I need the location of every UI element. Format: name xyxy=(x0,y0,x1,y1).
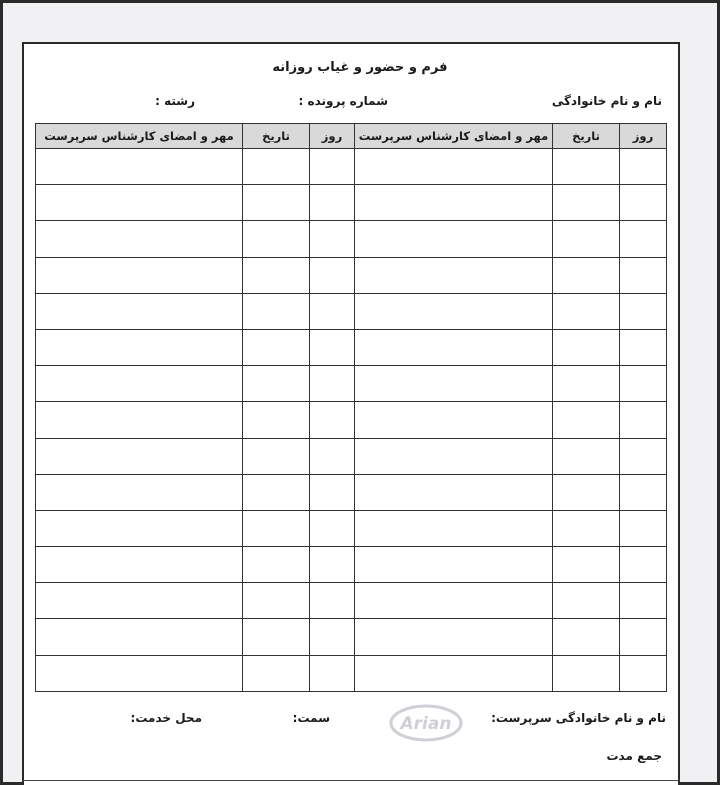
table-cell xyxy=(310,185,355,221)
table-row xyxy=(36,547,667,583)
table-cell xyxy=(36,329,243,365)
table-cell xyxy=(310,619,355,655)
table-cell xyxy=(553,293,620,329)
table-row xyxy=(36,655,667,691)
table-cell xyxy=(243,510,310,546)
table-cell xyxy=(310,402,355,438)
service-location-label: محل خدمت: xyxy=(130,711,202,725)
table-cell xyxy=(36,293,243,329)
table-body xyxy=(36,149,667,692)
table-cell xyxy=(36,583,243,619)
table-cell xyxy=(553,510,620,546)
major-label: رشته : xyxy=(155,94,195,108)
table-cell xyxy=(310,221,355,257)
table-row xyxy=(36,402,667,438)
table-cell xyxy=(355,474,553,510)
table-cell xyxy=(620,402,667,438)
table-row xyxy=(36,185,667,221)
table-cell xyxy=(36,619,243,655)
table-cell xyxy=(310,438,355,474)
table-cell xyxy=(243,257,310,293)
table-cell xyxy=(310,583,355,619)
position-label: سمت: xyxy=(292,711,330,725)
table-cell xyxy=(310,547,355,583)
table-cell xyxy=(310,257,355,293)
table-cell xyxy=(553,149,620,185)
attendance-table xyxy=(35,123,667,692)
table-cell xyxy=(553,329,620,365)
table-row xyxy=(36,583,667,619)
table-row xyxy=(36,366,667,402)
table-cell xyxy=(36,185,243,221)
table-cell xyxy=(355,257,553,293)
table-cell xyxy=(310,655,355,691)
table-cell xyxy=(553,185,620,221)
table-cell xyxy=(355,185,553,221)
table-cell xyxy=(553,583,620,619)
table-cell xyxy=(355,547,553,583)
table-row xyxy=(36,221,667,257)
table-cell xyxy=(553,619,620,655)
table-cell xyxy=(355,619,553,655)
table-row xyxy=(36,293,667,329)
table-cell xyxy=(243,547,310,583)
table-cell xyxy=(310,510,355,546)
table-cell xyxy=(553,402,620,438)
table-row xyxy=(36,619,667,655)
table-cell xyxy=(310,149,355,185)
table-cell xyxy=(36,402,243,438)
total-duration-label: جمع مدت xyxy=(606,749,662,763)
table-cell xyxy=(36,221,243,257)
table-cell xyxy=(620,149,667,185)
table-cell xyxy=(620,329,667,365)
logo-text: Arian xyxy=(400,714,452,734)
bottom-rule xyxy=(22,780,680,781)
table-cell xyxy=(620,474,667,510)
table-cell xyxy=(36,438,243,474)
table-cell xyxy=(36,366,243,402)
table-cell xyxy=(243,619,310,655)
table-cell xyxy=(243,366,310,402)
header-signature-2: مهر و امضای کارشناس سرپرست xyxy=(36,124,243,149)
table-cell xyxy=(243,221,310,257)
table-cell xyxy=(243,149,310,185)
table-row xyxy=(36,510,667,546)
table-cell xyxy=(355,583,553,619)
table-cell xyxy=(243,655,310,691)
table-cell xyxy=(355,655,553,691)
table-cell xyxy=(620,293,667,329)
header-date-2: تاریخ xyxy=(243,124,310,149)
table-cell xyxy=(620,185,667,221)
table-cell xyxy=(553,366,620,402)
name-label: نام و نام خانوادگی xyxy=(551,94,662,108)
table-cell xyxy=(243,583,310,619)
form-title: فرم و حضور و غیاب روزانه xyxy=(272,60,448,75)
table-row xyxy=(36,149,667,185)
table-cell xyxy=(243,438,310,474)
table-cell xyxy=(620,221,667,257)
table-cell xyxy=(355,221,553,257)
table-cell xyxy=(355,510,553,546)
table-cell xyxy=(553,655,620,691)
header-day-2: روز xyxy=(310,124,355,149)
table-cell xyxy=(36,655,243,691)
file-number-label: شماره پرونده : xyxy=(298,94,388,108)
table-cell xyxy=(355,402,553,438)
table-row xyxy=(36,474,667,510)
supervisor-name-label: نام و نام خانوادگی سرپرست: xyxy=(491,711,666,725)
table-cell xyxy=(355,293,553,329)
table-cell xyxy=(243,293,310,329)
table-header-row xyxy=(36,124,667,149)
table-cell xyxy=(620,257,667,293)
table-cell xyxy=(553,547,620,583)
table-cell xyxy=(36,474,243,510)
table-cell xyxy=(36,149,243,185)
table-cell xyxy=(620,655,667,691)
table-cell xyxy=(355,329,553,365)
header-day-1: روز xyxy=(620,124,667,149)
table-row xyxy=(36,438,667,474)
table-cell xyxy=(355,438,553,474)
table-cell xyxy=(355,149,553,185)
table-cell xyxy=(620,583,667,619)
table-cell xyxy=(620,547,667,583)
table-cell xyxy=(310,474,355,510)
table-cell xyxy=(553,257,620,293)
table-cell xyxy=(620,619,667,655)
table-cell xyxy=(36,510,243,546)
table-cell xyxy=(620,510,667,546)
table-cell xyxy=(553,221,620,257)
table-cell xyxy=(243,402,310,438)
table-cell xyxy=(620,438,667,474)
table-row xyxy=(36,257,667,293)
table-cell xyxy=(553,438,620,474)
table-cell xyxy=(310,293,355,329)
table-cell xyxy=(310,329,355,365)
table-cell xyxy=(243,185,310,221)
table-cell xyxy=(243,474,310,510)
table-cell xyxy=(36,257,243,293)
table-cell xyxy=(553,474,620,510)
table-row xyxy=(36,329,667,365)
table-cell xyxy=(620,366,667,402)
header-date-1: تاریخ xyxy=(553,124,620,149)
table-cell xyxy=(355,366,553,402)
table-cell xyxy=(243,329,310,365)
table-cell xyxy=(36,547,243,583)
header-signature-1: مهر و امضای کارشناس سرپرست xyxy=(355,124,553,149)
table-cell xyxy=(310,366,355,402)
arian-logo xyxy=(388,703,464,743)
